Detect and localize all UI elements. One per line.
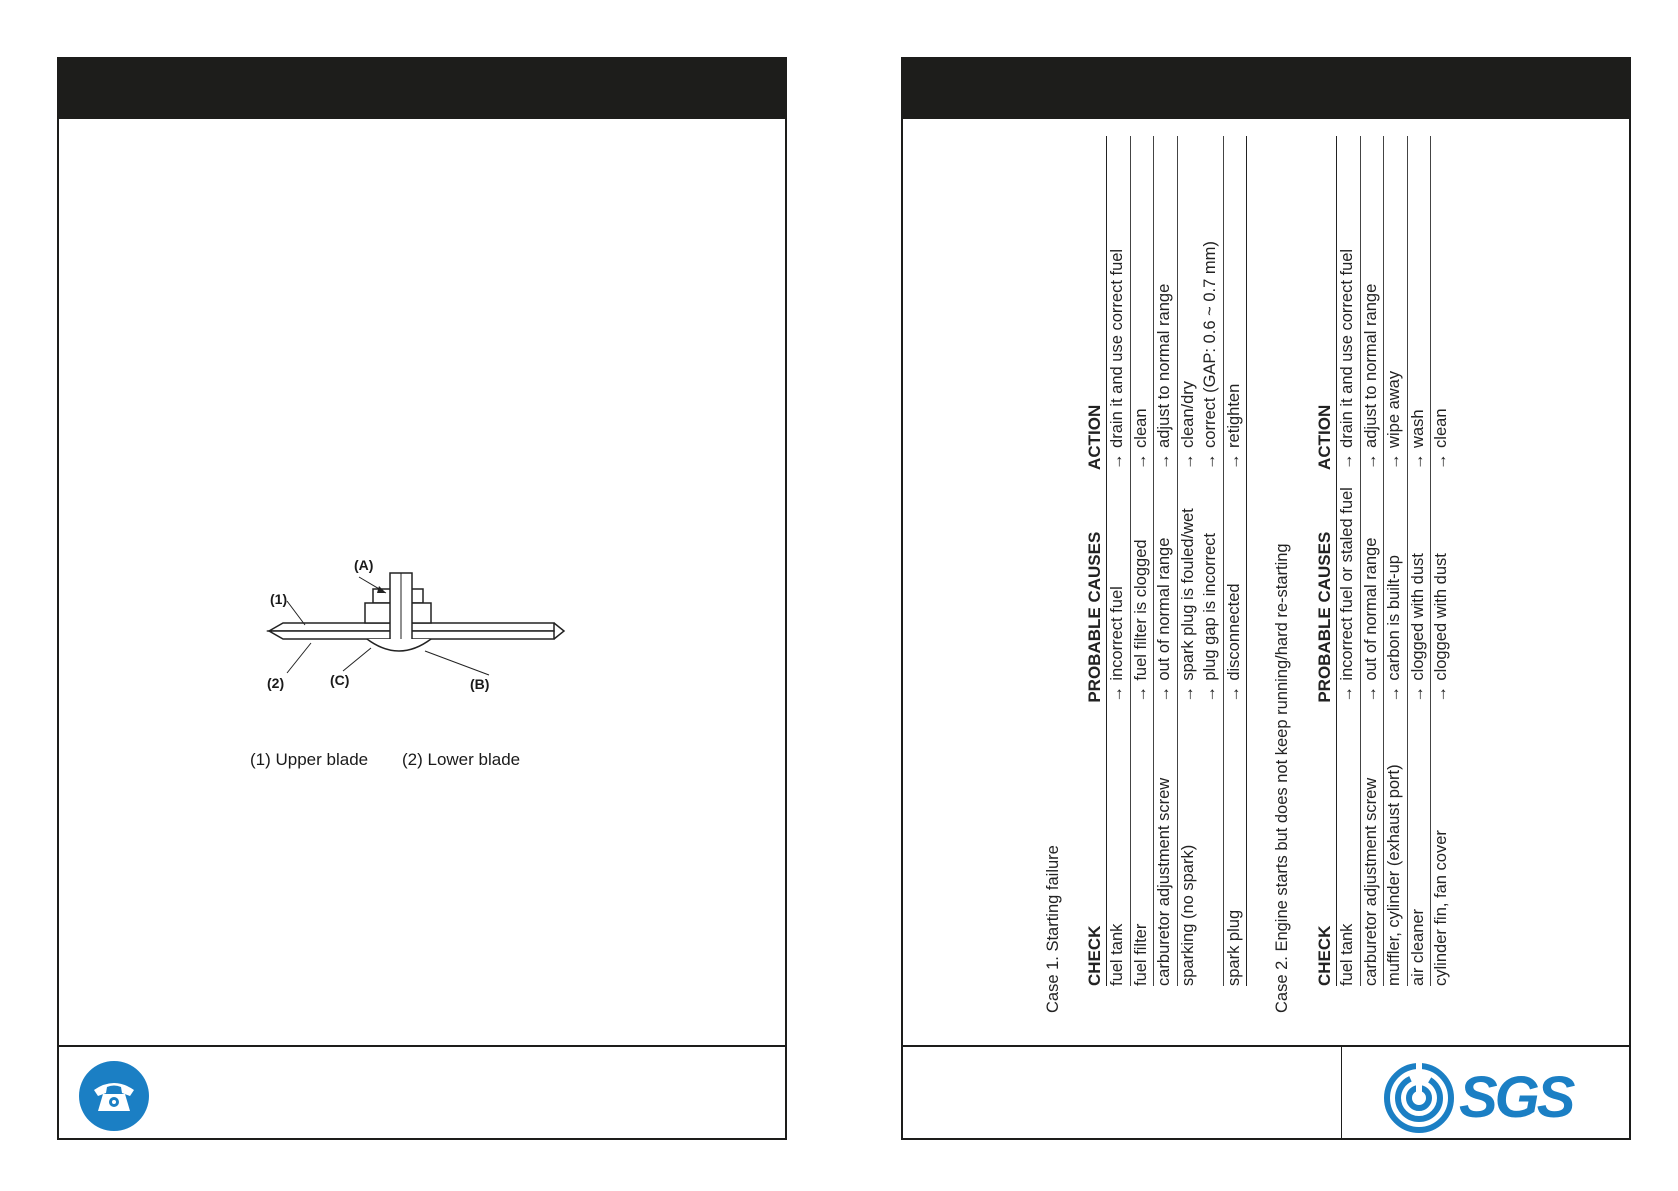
left-header-bar bbox=[59, 59, 785, 119]
right-header-bar bbox=[903, 59, 1629, 119]
label-b: (B) bbox=[470, 676, 490, 692]
arrow-icon: → bbox=[1408, 453, 1427, 470]
action-cell: drain it and use correct fuel bbox=[1338, 248, 1356, 448]
cause-cell: carbon is built-up bbox=[1385, 555, 1403, 681]
action-cell: clean bbox=[1432, 408, 1450, 448]
table-row bbox=[1431, 136, 1455, 986]
right-footer-divider bbox=[1341, 1045, 1342, 1138]
blade-figure bbox=[239, 533, 599, 783]
arrow-icon: → bbox=[1224, 453, 1243, 470]
cause-cell: disconnected bbox=[1224, 583, 1243, 681]
check-cell: fuel tank bbox=[1107, 703, 1131, 986]
table-row bbox=[1223, 136, 1247, 986]
header-action: ACTION bbox=[1084, 136, 1107, 470]
arrow-icon: → bbox=[1361, 453, 1380, 470]
action-cell: retighten bbox=[1224, 383, 1243, 448]
arrow-icon: → bbox=[1201, 686, 1219, 703]
arrow-icon: → bbox=[1338, 686, 1356, 703]
check-cell: spark plug bbox=[1223, 703, 1247, 986]
cause-cell: clogged with dust bbox=[1432, 553, 1450, 681]
action-cell: correct (GAP: 0.6 ~ 0.7 mm) bbox=[1201, 241, 1219, 448]
blade-diagram bbox=[239, 533, 599, 733]
check-cell: carburetor adjustment screw bbox=[1154, 703, 1178, 986]
action-cell: wipe away bbox=[1385, 370, 1403, 448]
sgs-logo-text: SGS bbox=[1459, 1065, 1573, 1130]
arrow-icon: → bbox=[1155, 453, 1173, 470]
caption-upper-blade: (1) Upper blade bbox=[250, 750, 369, 769]
arrow-icon: → bbox=[1178, 453, 1197, 470]
check-cell: fuel filter bbox=[1130, 703, 1154, 986]
action-cell: clean/dry bbox=[1178, 380, 1197, 448]
check-cell: carburetor adjustment screw bbox=[1360, 703, 1384, 986]
right-footer-rule bbox=[903, 1045, 1629, 1047]
case1-table bbox=[1084, 136, 1247, 986]
cause-cell: incorrect fuel or staled fuel bbox=[1338, 487, 1356, 681]
cause-cell: spark plug is fouled/wet bbox=[1178, 508, 1197, 681]
table-row bbox=[1407, 136, 1431, 986]
label-a: (A) bbox=[354, 557, 374, 573]
cause-cell: fuel filter is clogged bbox=[1131, 539, 1150, 681]
sgs-logo bbox=[1383, 1062, 1573, 1134]
check-cell: fuel tank bbox=[1337, 703, 1361, 986]
check-cell bbox=[1200, 703, 1223, 986]
table-row bbox=[1360, 136, 1384, 986]
header-action: ACTION bbox=[1314, 136, 1337, 470]
left-page bbox=[57, 57, 787, 1140]
header-check: CHECK bbox=[1314, 703, 1337, 986]
arrow-icon: → bbox=[1408, 686, 1427, 703]
header-causes: PROBABLE CAUSES bbox=[1084, 470, 1107, 703]
action-cell: clean bbox=[1131, 408, 1150, 448]
cause-cell: out of normal range bbox=[1155, 537, 1173, 681]
table-row bbox=[1130, 136, 1154, 986]
arrow-icon: → bbox=[1385, 686, 1403, 703]
table-header-row bbox=[1314, 136, 1337, 986]
troubleshooting-section bbox=[1044, 133, 1454, 1013]
check-cell: cylinder fin, fan cover bbox=[1431, 703, 1455, 986]
arrow-icon: → bbox=[1178, 686, 1197, 703]
arrow-icon: → bbox=[1432, 453, 1450, 470]
case2-title: Case 2. Engine starts but does not keep running/hard re-starting bbox=[1273, 543, 1291, 1013]
arrow-icon: → bbox=[1131, 453, 1150, 470]
table-row bbox=[1337, 136, 1361, 986]
arrow-icon: → bbox=[1224, 686, 1243, 703]
label-2: (2) bbox=[267, 675, 285, 691]
case1-title: Case 1. Starting failure bbox=[1044, 845, 1062, 1013]
arrow-icon: → bbox=[1131, 686, 1150, 703]
label-1: (1) bbox=[270, 591, 288, 607]
header-causes: PROBABLE CAUSES bbox=[1314, 470, 1337, 703]
action-cell: wash bbox=[1408, 409, 1427, 448]
left-footer-rule bbox=[59, 1045, 785, 1047]
table-row bbox=[1177, 136, 1200, 986]
sgs-logo-mark bbox=[1383, 1062, 1455, 1134]
action-cell: adjust to normal range bbox=[1361, 283, 1380, 448]
arrow-icon: → bbox=[1338, 453, 1356, 470]
table-row bbox=[1154, 136, 1178, 986]
caption-lower-blade: (2) Lower blade bbox=[402, 750, 521, 769]
table-row bbox=[1384, 136, 1408, 986]
check-cell: muffler, cylinder (exhaust port) bbox=[1384, 703, 1408, 986]
cause-cell: plug gap is incorrect bbox=[1201, 533, 1219, 681]
table-row bbox=[1200, 136, 1223, 986]
case2-table bbox=[1314, 136, 1454, 986]
arrow-icon: → bbox=[1108, 686, 1126, 703]
header-check: CHECK bbox=[1084, 703, 1107, 986]
arrow-icon: → bbox=[1108, 453, 1126, 470]
cause-cell: incorrect fuel bbox=[1108, 586, 1126, 681]
cause-cell: clogged with dust bbox=[1408, 553, 1427, 681]
action-cell: drain it and use correct fuel bbox=[1108, 248, 1126, 448]
arrow-icon: → bbox=[1361, 686, 1380, 703]
arrow-icon: → bbox=[1432, 686, 1450, 703]
arrow-icon: → bbox=[1385, 453, 1403, 470]
telephone-icon bbox=[79, 1061, 149, 1131]
cause-cell: out of normal range bbox=[1361, 537, 1380, 681]
arrow-icon: → bbox=[1201, 453, 1219, 470]
table-header-row bbox=[1084, 136, 1107, 986]
action-cell: adjust to normal range bbox=[1155, 283, 1173, 448]
table-row bbox=[1107, 136, 1131, 986]
label-c: (C) bbox=[330, 672, 350, 688]
check-cell: air cleaner bbox=[1407, 703, 1431, 986]
arrow-icon: → bbox=[1155, 686, 1173, 703]
check-cell: sparking (no spark) bbox=[1178, 844, 1197, 986]
